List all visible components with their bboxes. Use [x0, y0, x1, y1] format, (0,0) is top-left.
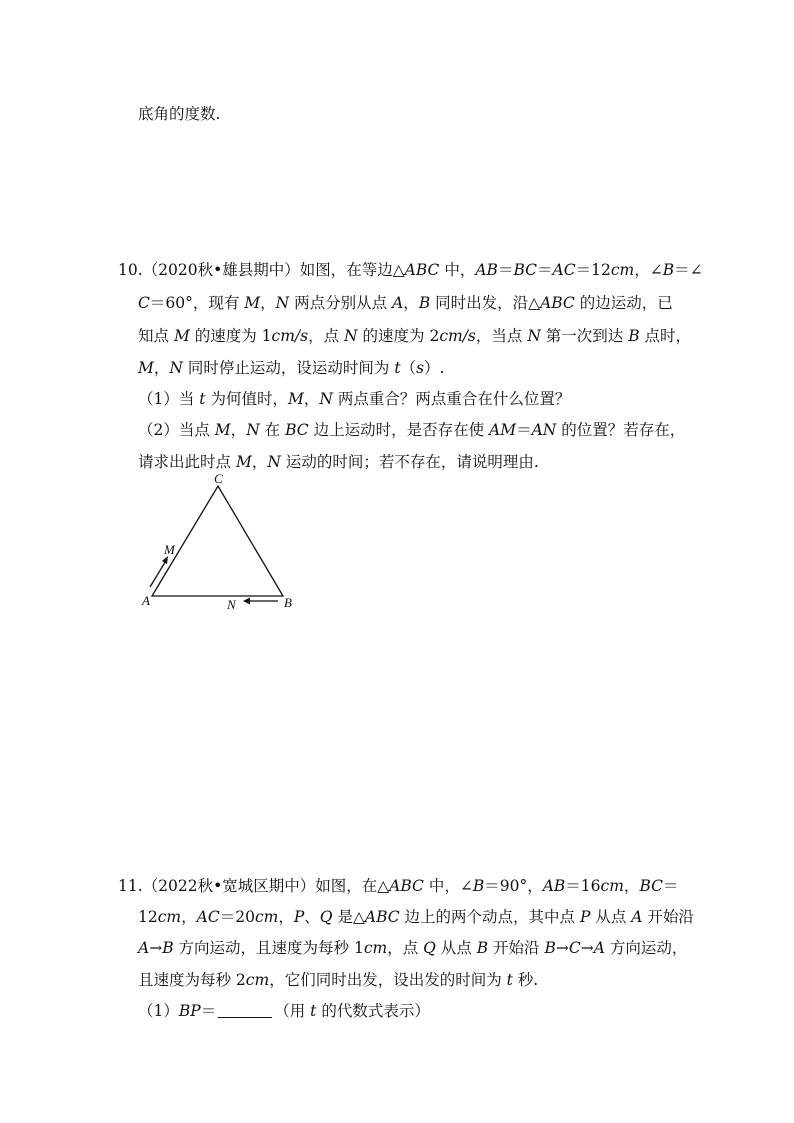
- math: A: [138, 939, 150, 957]
- math: cm: [245, 971, 270, 989]
- text: 请求出此时点: [138, 453, 236, 471]
- text: →: [580, 939, 594, 957]
- text: 的代数式表示）: [316, 1002, 430, 1020]
- text: ，当点: [475, 327, 528, 345]
- text: 中，: [439, 261, 476, 279]
- text: ，: [153, 359, 170, 377]
- text: ，: [181, 908, 197, 926]
- math: AB: [542, 877, 566, 895]
- text: 两点重合？两点重合在什么位置？: [332, 390, 571, 408]
- math: AB: [475, 261, 498, 279]
- text: ＝: [497, 261, 514, 279]
- math: M: [173, 327, 190, 345]
- text: 的边运动，已: [574, 294, 673, 312]
- math: t: [310, 1002, 317, 1020]
- math: AC: [552, 261, 576, 279]
- text: 边上运动时，是否存在使: [308, 421, 490, 439]
- math: A: [631, 908, 643, 926]
- math: N: [275, 294, 290, 312]
- math: B: [628, 327, 640, 345]
- text: 同时出发，沿△: [430, 294, 541, 312]
- math: BP: [178, 1002, 201, 1020]
- text: 在: [259, 421, 286, 439]
- text: （1）当: [138, 390, 200, 408]
- math: AC: [196, 908, 220, 926]
- text: 的速度为 1: [189, 327, 272, 345]
- text: ＝90°，: [484, 877, 543, 895]
- text: ＝∠: [674, 261, 703, 279]
- math: BC: [285, 421, 309, 439]
- question-10-2-cont: [138, 450, 539, 472]
- text: （2）当点: [138, 421, 215, 439]
- math: Q: [423, 939, 436, 957]
- math: N: [169, 359, 183, 377]
- problem-11-line-4: [138, 968, 538, 990]
- text: 、: [304, 908, 320, 926]
- text: ，∠: [634, 261, 663, 279]
- math: cm: [363, 939, 388, 957]
- math: cm: [600, 877, 624, 895]
- text: ）.: [424, 359, 445, 377]
- intro-line: 底角的度数.: [138, 105, 221, 123]
- text: 开始沿: [642, 908, 694, 926]
- math: B: [476, 939, 489, 957]
- text: 的位置？若存在，: [556, 421, 686, 439]
- text: 方向运动，且速度为每秒 1: [173, 939, 364, 957]
- problem-11-line-3: [138, 936, 687, 958]
- math: M: [235, 453, 252, 471]
- math: cm: [157, 908, 182, 926]
- triangle-figure: [130, 470, 310, 620]
- text: 点时，: [639, 327, 692, 345]
- problem-10-line-3: [138, 324, 691, 346]
- text: 是△: [332, 908, 365, 926]
- text: ＝: [516, 421, 532, 439]
- triangle-abc: [152, 486, 283, 596]
- text: ＝: [200, 1002, 217, 1020]
- text: ，点: [387, 939, 424, 957]
- math: N: [319, 390, 333, 408]
- problem-number: 10.: [118, 261, 143, 279]
- problem-11-line-2: [138, 905, 694, 927]
- math: M: [214, 421, 231, 439]
- text: 中，∠: [423, 877, 473, 895]
- math: t: [394, 359, 401, 377]
- text: （: [400, 359, 417, 377]
- math: ABC: [364, 908, 400, 926]
- problem-number: 11.: [118, 877, 143, 895]
- math: P: [293, 908, 305, 926]
- text: （1）: [138, 1002, 179, 1020]
- text: 同时停止运动，设运动时间为: [182, 359, 395, 377]
- problem-source: （2020秋•雄县期中）: [142, 261, 300, 279]
- answer-blank[interactable]: [218, 1003, 272, 1018]
- question-11-1: [138, 999, 430, 1021]
- text: 12: [138, 908, 158, 926]
- math: B: [472, 877, 485, 895]
- math: C: [138, 294, 150, 312]
- math: B: [662, 261, 675, 279]
- arrow-m-icon: [150, 556, 168, 587]
- arrow-n-icon: [243, 598, 278, 605]
- problem-11-line-1: [118, 874, 679, 896]
- math: A: [593, 939, 605, 957]
- math: B: [544, 939, 556, 957]
- vertex-label-b: B: [284, 595, 292, 610]
- question-10-2: [138, 418, 685, 440]
- math: s: [416, 359, 425, 377]
- text: 知点: [138, 327, 174, 345]
- text: ，: [260, 294, 276, 312]
- text: 秒.: [512, 971, 539, 989]
- math: ABC: [389, 877, 424, 895]
- text: ，: [251, 453, 268, 471]
- math: M: [138, 359, 154, 377]
- math: AN: [531, 421, 557, 439]
- text: 的速度为 2: [357, 327, 440, 345]
- text: ，它们同时出发，设出发的时间为: [269, 971, 507, 989]
- text: ，: [278, 908, 294, 926]
- text: 开始沿: [488, 939, 545, 957]
- text: ，: [303, 390, 320, 408]
- text: 为何值时，: [205, 390, 288, 408]
- math: cm/s: [439, 327, 476, 345]
- math: AM: [489, 421, 517, 439]
- text: 第一次到达: [540, 327, 629, 345]
- math: M: [287, 390, 304, 408]
- math: cm: [610, 261, 635, 279]
- math: P: [579, 908, 591, 926]
- math: t: [506, 971, 513, 989]
- math: cm: [254, 908, 279, 926]
- point-label-m: M: [164, 542, 175, 557]
- text: ＝20: [219, 908, 255, 926]
- text: ＝16: [565, 877, 601, 895]
- text: ＝: [662, 877, 679, 895]
- text: 如图，在△: [315, 877, 390, 895]
- text: 从点: [590, 908, 632, 926]
- math: ABC: [540, 294, 575, 312]
- problem-10-line-4: [138, 356, 444, 378]
- text: 两点分别从点: [289, 294, 393, 312]
- math: B: [162, 939, 174, 957]
- math: N: [344, 327, 358, 345]
- text: ，: [403, 294, 419, 312]
- text: →: [149, 939, 163, 957]
- text: 边上的两个动点，其中点: [399, 908, 580, 926]
- problem-source: （2022秋•宽城区期中）: [142, 877, 316, 895]
- text: ，点: [308, 327, 345, 345]
- math: A: [392, 294, 404, 312]
- math: ABC: [404, 261, 440, 279]
- text: ，: [623, 877, 640, 895]
- math: B: [418, 294, 431, 312]
- vertex-label-a: A: [142, 593, 150, 608]
- text: ，: [230, 421, 247, 439]
- text: （用: [274, 1002, 311, 1020]
- math: BC: [513, 261, 537, 279]
- math: M: [244, 294, 261, 312]
- point-label-n: N: [227, 597, 236, 612]
- math: C: [568, 939, 581, 957]
- math: N: [246, 421, 260, 439]
- text: ＝12: [575, 261, 611, 279]
- vertex-label-c: C: [214, 471, 223, 486]
- text: ＝: [537, 261, 553, 279]
- text: ＝60°，现有: [149, 294, 245, 312]
- text: 且速度为每秒 2: [138, 971, 246, 989]
- problem-10-line-2: [138, 291, 673, 313]
- text: 从点: [435, 939, 477, 957]
- math: N: [267, 453, 281, 471]
- math: cm/s: [271, 327, 309, 345]
- math: N: [527, 327, 541, 345]
- problem-10-line-1: [118, 258, 703, 280]
- question-10-1: [138, 387, 570, 409]
- math: t: [199, 390, 206, 408]
- math: BC: [639, 877, 663, 895]
- text: 如图，在等边△: [299, 261, 405, 279]
- text: →: [555, 939, 569, 957]
- text: 方向运动，: [604, 939, 688, 957]
- math: Q: [319, 908, 333, 926]
- text: 运动的时间；若不存在，请说明理由.: [280, 453, 539, 471]
